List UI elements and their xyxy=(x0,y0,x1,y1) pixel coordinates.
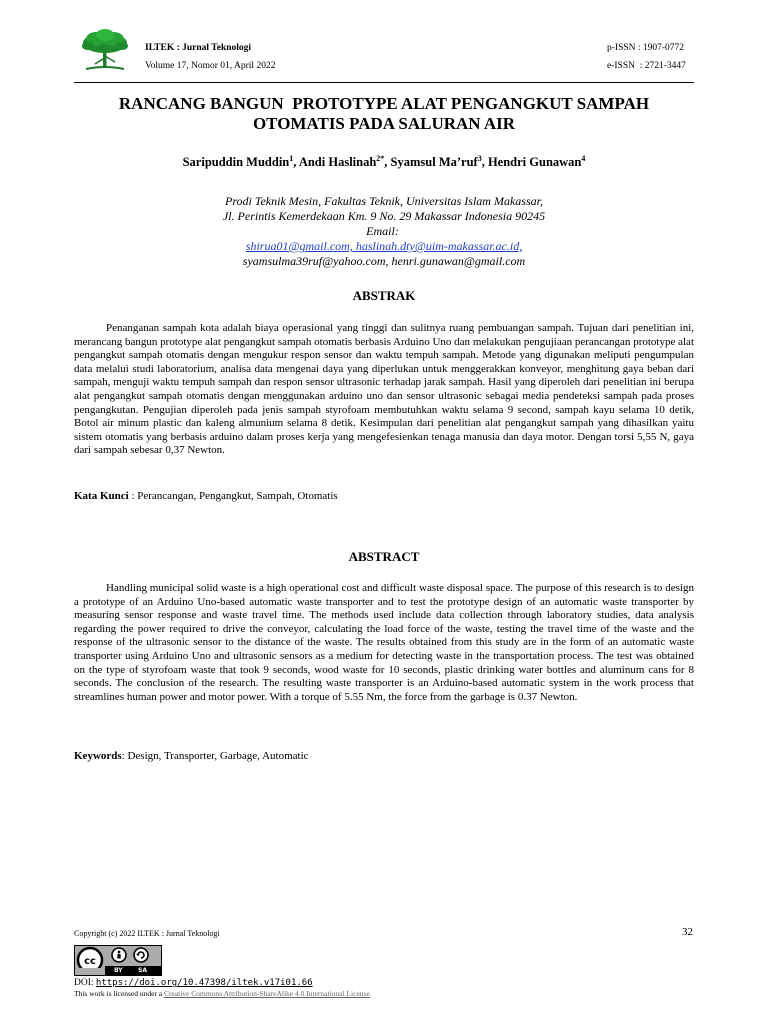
keywords-text: : Design, Transporter, Garbage, Automatic xyxy=(121,750,309,762)
author-separator: , xyxy=(384,155,391,169)
paper-title-line-1: RANCANG BANGUN PROTOTYPE ALAT PENGANGKUT SAMPAH xyxy=(118,94,650,113)
address-line: Jl. Perintis Kemerdekaan Km. 9 No. 29 Makassar Indonesia 90245 xyxy=(222,209,546,223)
cc-sa-label: SA xyxy=(138,967,147,974)
author-name: Hendri Gunawan xyxy=(487,155,582,169)
author-list xyxy=(74,154,694,170)
doi-link[interactable]: https://doi.org/10.47398/iltek.v17i01.66 xyxy=(95,978,313,988)
page-number: 32 xyxy=(682,926,693,938)
journal-logo xyxy=(78,28,132,74)
kata-kunci-label: Kata Kunci xyxy=(74,490,129,502)
kata-kunci-text: : Perancangan, Pengangkut, Sampah, Otomatis xyxy=(128,490,338,502)
author-affiliation-mark: 1 xyxy=(289,153,294,163)
abstract-body: Handling municipal solid waste is a high operational cost and difficult waste disposal space. The purpose of this research is to design a prototype of an Arduino Uno-based automatic waste transporter and to test the prototype design of an automatic waste transporter by measuring sensor response and waste travel time. The methods used include data collection through laboratory studies, data analysis regarding the power required to drive the conveyor, calculating the load force of the waste, testing the travel time of the waste and the response of the ultrasonic sensor to the distance of the waste. The results obtained from this study are in the form of an automatic waste transporter using Arduino Uno and ultrasonic sensors as a medium for detecting waste in the transportation process. The test was obtained on the type of styrofoam waste that took 9 seconds, wood waste for 10 seconds, plastic drinking water bottles and aluminum cans for 8 seconds. The conclusion of the research. The resulting waste transporter is an Arduino-based automatic system in the work process that streamlines human power and motor power. With a torque of 5.55 Nm, the force from the garbage is 0.37 Newton. xyxy=(74,582,694,703)
cc-icons xyxy=(75,946,161,968)
author-affiliation-mark: 4 xyxy=(581,153,586,163)
pissn: p-ISSN : 1907-0772 xyxy=(607,43,685,53)
cc-by-label: BY xyxy=(114,967,123,974)
kata-kunci xyxy=(74,489,694,503)
license-link[interactable]: Creative Commons Attribution-ShareAlike 4.0 International License xyxy=(163,989,370,998)
email-line xyxy=(74,224,694,254)
tree-logo-icon xyxy=(78,28,132,74)
author-separator: , xyxy=(293,155,299,169)
paper-title xyxy=(74,94,694,134)
email-label: Email: xyxy=(366,224,402,238)
keywords-label: Keywords xyxy=(74,750,122,762)
email-line-2: syamsulma39ruf@yahoo.com, henri.gunawan@gmail.com xyxy=(242,254,526,268)
author-separator: , xyxy=(481,155,488,169)
affiliation-line: Prodi Teknik Mesin, Fakultas Teknik, Universitas Islam Makassar, xyxy=(225,194,543,208)
author-name: Syamsul Ma’ruf xyxy=(390,155,478,169)
issn-info xyxy=(607,42,686,78)
cc-sa-share-icon xyxy=(134,948,148,962)
svg-text:cc: cc xyxy=(84,956,96,967)
author-affiliation-mark: 2* xyxy=(376,153,385,163)
abstract-heading: ABSTRACT xyxy=(348,549,420,564)
license-line xyxy=(74,989,370,998)
cc-logo-icon xyxy=(78,948,102,968)
doi-label: DOI: xyxy=(74,978,96,988)
keywords xyxy=(74,749,694,763)
cc-label-bar xyxy=(105,966,162,975)
journal-name: ILTEK : Jurnal Teknologi xyxy=(145,43,252,53)
paper-title-line-2: OTOMATIS PADA SALURAN AIR xyxy=(252,114,516,133)
license-prefix: This work is licensed under a xyxy=(74,989,164,998)
eissn: e-ISSN : 2721-3447 xyxy=(607,61,686,71)
header-divider xyxy=(74,82,694,83)
cc-by-person-icon xyxy=(112,948,126,962)
affiliation-block xyxy=(74,194,694,269)
cc-license-badge[interactable] xyxy=(74,945,162,976)
abstrak-body: Penanganan sampah kota adalah biaya operasional yang tinggi dan sulitnya ruang pembuangan sampah. Tujuan dari penelitian ini, merancang bangun prototype alat pengangkut sampah otomatis berbasis Arduino Uno dan melakukan pengujiaan perancangan prototype alat pengangkut sampah otomatis dengan mengukur respon sensor dan waktu tempuh sampah. Metode yang digunakan meliputi pengumpulan data melalui studi laboratorium, analisa data mengenai daya yang diperlukan untuk menggerakkan konveyor, menghitung gaya beban dari sampah, menguji waktu tempuh sampah dan respon sensor ultrasonic terhadap jarak sampah. Hasil yang diperoleh dari penelitian ini berupa alat pengangkut sampah otomatis dengan menggunakan arduino uno dan sensor ultrasonic sebagai media pendeteksi sampah pada proses pengangkutan. Pengujian diperoleh pada jenis sampah styrofoam membutuhkan waktu selama 9 second, sampah kayu selama 10 detik, Botol air minum plastic dan kaleng almunium selama 8 detik. Kesimpulan dari penelitian alat pengangkut sampah yang dihasilkan yaitu sistem otomatis yang berbasis arduino dalam proses kerja yang mengefesienkan tenaga manusia dan daya motor. Dengan torsi 5,55 N, gaya dari sampah sebesar 0,37 Newton. xyxy=(74,322,694,457)
author-name: Andi Haslinah xyxy=(298,155,377,169)
author-name: Saripuddin Muddin xyxy=(182,155,290,169)
email-link[interactable]: shirua01@gmail.com, haslinah.dty@uim-makassar.ac.id, xyxy=(245,239,523,253)
abstrak-heading: ABSTRAK xyxy=(352,288,416,303)
journal-volume: Volume 17, Nomor 01, April 2022 xyxy=(145,61,276,71)
doi-line xyxy=(74,978,313,988)
author-affiliation-mark: 3 xyxy=(477,153,482,163)
journal-info xyxy=(145,42,275,78)
copyright-notice: Copyright (c) 2022 ILTEK : Jurnal Teknologi xyxy=(74,929,220,938)
